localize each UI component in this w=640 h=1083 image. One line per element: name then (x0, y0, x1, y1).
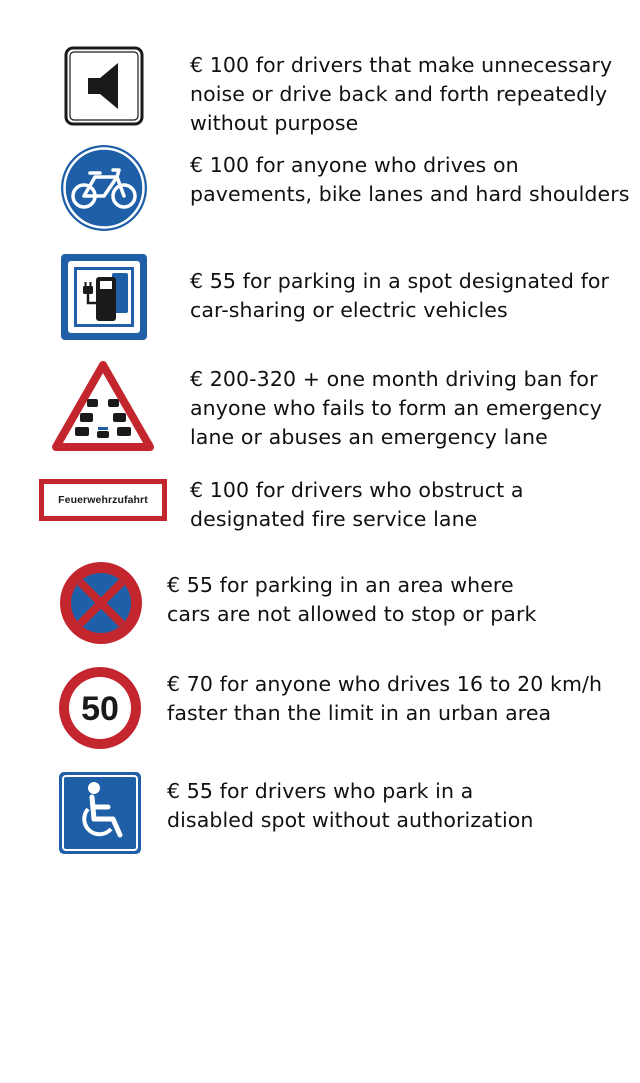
fine-text-bicycle: € 100 for anyone who drives on pavements, bike lanes and hard shoulders (190, 153, 630, 206)
fine-text-emergency-lane: € 200-320 + one month driving ban for anyone who fails to form an emergency lane or abuses an emergency lane (190, 367, 602, 449)
speed-limit-sign-icon (58, 666, 142, 750)
disabled-parking-sign-icon (58, 771, 142, 855)
traffic-jam-warning-sign-icon (52, 361, 154, 453)
fine-text-no-stopping: € 55 for parking in an area where cars are not allowed to stop or park (167, 573, 537, 626)
fine-text-electric: € 55 for parking in a spot designated for car-sharing or electric vehicles (190, 269, 610, 322)
fire-lane-sign-label: Feuerwehrzufahrt (58, 494, 148, 506)
fire-lane-sign (39, 479, 167, 521)
speed-limit-value: 50 (81, 690, 119, 728)
no-stopping-sign-icon (59, 561, 143, 645)
fine-text-disabled-parking: € 55 for drivers who park in a disabled spot without authorization (167, 779, 534, 832)
fine-text-speeding: € 70 for anyone who drives 16 to 20 km/h faster than the limit in an urban area (167, 672, 603, 725)
fine-text-fire-lane: € 100 for drivers who obstruct a designated fire service lane (190, 478, 524, 531)
fine-text-noise: € 100 for drivers that make unnecessary noise or drive back and forth repeatedly without purpose (190, 53, 613, 135)
noise-sign-icon (64, 46, 144, 126)
bicycle-sign-icon (59, 143, 149, 233)
electric-charging-sign-icon (60, 253, 148, 341)
